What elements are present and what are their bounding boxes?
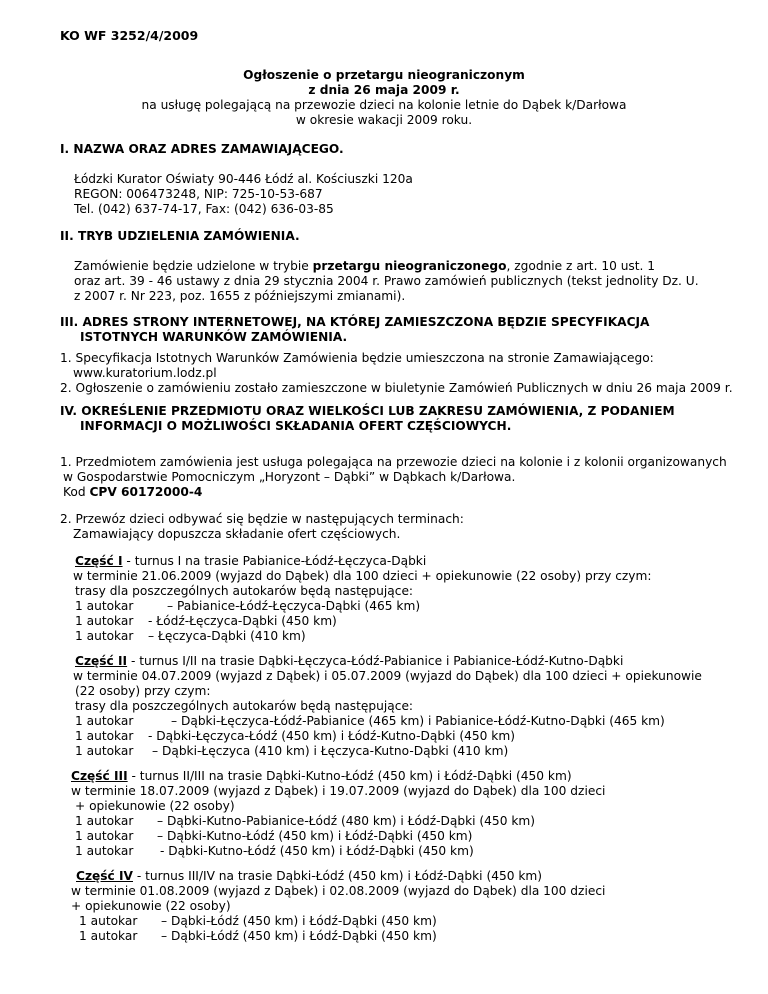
subject-line-1: 1. Przedmiotem zamówienia jest usługa polegająca na przewozie dzieci na kolonie i z kolonii organizowanych	[60, 455, 727, 469]
bus-route: – Dąbki-Łęczyca (410 km) i Łęczyca-Kutno-Dąbki (410 km)	[152, 744, 509, 758]
siwz-info: 1. Specyfikacja Istotnych Warunków Zamówienia będzie umieszczona na stronie Zamawiającego:	[60, 351, 654, 365]
part-3-bus-1	[71, 814, 605, 829]
subject-line-2: w Gospodarstwie Pomocniczym „Horyzont – Dąbki” w Dąbkach k/Darłowa.	[63, 470, 516, 484]
title-line-2: z dnia 26 maja 2009 r.	[308, 83, 460, 97]
part-2-persons: (22 osoby) przy czym:	[75, 684, 211, 698]
bus-route: - Dąbki-Łęczyca-Łódź (450 km) i Łódź-Kutno-Dąbki (450 km)	[148, 729, 515, 743]
section-3-body	[60, 351, 733, 396]
part-3-persons: + opiekunowie (22 osoby)	[75, 799, 235, 813]
part-1-routes-intro: trasy dla poszczególnych autokarów będą następujące:	[75, 584, 414, 598]
procedure-line-1	[74, 259, 699, 274]
section-2-heading: II. TRYB UDZIELENIA ZAMÓWIENIA.	[60, 229, 300, 243]
part-3-term: w terminie 18.07.2009 (wyjazd z Dąbek) i 19.07.2009 (wyjazd do Dąbek) dla 100 dzieci	[71, 784, 606, 798]
part-2-bus-1	[75, 714, 702, 729]
bus-label: 1 autokar	[75, 629, 134, 643]
cpv-code: CPV 60172000-4	[89, 485, 203, 499]
bus-label: 1 autokar	[75, 829, 134, 843]
part-1-head	[75, 554, 652, 569]
part-1-bus-3	[75, 629, 652, 644]
procedure-type: przetargu nieograniczonego	[312, 259, 507, 273]
part-2-term: w terminie 04.07.2009 (wyjazd z Dąbek) i 05.07.2009 (wyjazd do Dąbek) dla 100 dzieci + opiekunowie	[73, 669, 702, 683]
bus-route: – Dąbki-Kutno-Pabianice-Łódź (480 km) i Łódź-Dąbki (450 km)	[157, 814, 536, 828]
subject-paragraph	[60, 455, 727, 500]
bus-label: 1 autokar	[75, 729, 134, 743]
bus-route: – Dąbki-Łęczyca-Łódź-Pabianice (465 km) i Pabianice-Łódź-Kutno-Dąbki (465 km)	[171, 714, 665, 728]
section-3-heading-line-2: ISTOTNYCH WARUNKÓW ZAMÓWIENIA.	[80, 330, 348, 344]
schedule-line-1: 2. Przewóz dzieci odbywać się będzie w następujących terminach:	[60, 512, 464, 526]
part-4-head	[71, 869, 605, 884]
procedure-line-3: z 2007 r. Nr 223, poz. 1655 z późniejszymi zmianami).	[74, 289, 406, 303]
bus-label: 1 autokar	[75, 814, 134, 828]
announcement-title	[60, 68, 708, 128]
section-3-heading	[60, 315, 650, 345]
part-4-bus-1	[71, 914, 605, 929]
bus-route: – Pabianice-Łódź-Łęczyca-Dąbki (465 km)	[167, 599, 421, 613]
bus-label: 1 autokar	[75, 614, 134, 628]
bus-route: - Łódź-Łęczyca-Dąbki (450 km)	[148, 614, 337, 628]
title-line-3: na usługę polegającą na przewozie dzieci na kolonie letnie do Dąbek k/Darłowa	[141, 98, 627, 112]
bus-route: – Dąbki-Kutno-Łódź (450 km) i Łódź-Dąbki (450 km)	[157, 829, 473, 843]
schedule-paragraph	[60, 512, 464, 542]
procedure-text-c: , zgodnie z art. 10 ust. 1	[506, 259, 656, 273]
section-1-body	[74, 172, 413, 217]
part-3-route: - turnus II/III na trasie Dąbki-Kutno-Łódź (450 km) i Łódź-Dąbki (450 km)	[127, 769, 572, 783]
part-1-bus-2	[75, 614, 652, 629]
part-2-routes-intro: trasy dla poszczególnych autokarów będą następujące:	[75, 699, 414, 713]
title-line-1: Ogłoszenie o przetargu nieograniczonym	[243, 68, 525, 82]
part-1-bus-1	[75, 599, 652, 614]
part-3-label: Część III	[71, 769, 128, 783]
part-1-label: Część I	[75, 554, 123, 568]
bus-label: 1 autokar	[75, 844, 134, 858]
schedule-line-2: Zamawiający dopuszcza składanie ofert częściowych.	[73, 527, 401, 541]
part-3-bus-2	[71, 829, 605, 844]
part-1-route: - turnus I na trasie Pabianice-Łódź-Łęczyca-Dąbki	[122, 554, 427, 568]
contracting-authority-address: Łódzki Kurator Oświaty 90-446 Łódź al. Kościuszki 120a	[74, 172, 413, 186]
part-2-label: Część II	[75, 654, 128, 668]
procedure-line-2: oraz art. 39 - 46 ustawy z dnia 29 stycznia 2004 r. Prawo zamówień publicznych (tekst jednolity Dz. U.	[74, 274, 699, 288]
part-2-head	[75, 654, 702, 669]
part-4	[71, 869, 605, 944]
part-4-route: - turnus III/IV na trasie Dąbki-Łódź (450 km) i Łódź-Dąbki (450 km)	[133, 869, 543, 883]
title-line-4: w okresie wakacji 2009 roku.	[295, 113, 473, 127]
section-2-body	[74, 259, 699, 304]
part-4-label: Część IV	[76, 869, 133, 883]
part-2-bus-3	[75, 744, 702, 759]
bus-route: - Dąbki-Kutno-Łódź (450 km) i Łódź-Dąbki (450 km)	[160, 844, 474, 858]
part-2-route: - turnus I/II na trasie Dąbki-Łęczyca-Łódź-Pabianice i Pabianice-Łódź-Kutno-Dąbki	[127, 654, 624, 668]
part-3	[71, 769, 605, 859]
section-4-heading-line-2: INFORMACJI O MOŻLIWOŚCI SKŁADANIA OFERT CZĘŚCIOWYCH.	[80, 419, 512, 433]
part-3-head	[71, 769, 605, 784]
cpv-code-line	[60, 485, 727, 500]
contracting-authority-phone: Tel. (042) 637-74-17, Fax: (042) 636-03-85	[74, 202, 334, 216]
bus-route: – Dąbki-Łódź (450 km) i Łódź-Dąbki (450 km)	[161, 914, 437, 928]
cpv-prefix: Kod	[63, 485, 90, 499]
part-1-term: w terminie 21.06.2009 (wyjazd do Dąbek) dla 100 dzieci + opiekunowie (22 osoby) przy czym:	[73, 569, 652, 583]
bus-label: 1 autokar	[75, 714, 134, 728]
bus-label: 1 autokar	[79, 914, 138, 928]
bus-label: 1 autokar	[79, 929, 138, 943]
part-4-persons: + opiekunowie (22 osoby)	[71, 899, 231, 913]
website-link[interactable]: www.kuratorium.lodz.pl	[73, 366, 217, 380]
procedure-text-a: Zamówienie będzie udzielone w trybie	[74, 259, 313, 273]
bus-route: – Dąbki-Łódź (450 km) i Łódź-Dąbki (450 km)	[161, 929, 437, 943]
section-4-heading	[60, 404, 675, 434]
bus-label: 1 autokar	[75, 599, 134, 613]
part-3-bus-3	[71, 844, 605, 859]
reference-number: KO WF 3252/4/2009	[60, 28, 199, 43]
part-4-bus-2	[71, 929, 605, 944]
bulletin-info: 2. Ogłoszenie o zamówieniu zostało zamieszczone w biuletynie Zamówień Publicznych w dniu 26 maja 2009 r.	[60, 381, 733, 395]
bus-label: 1 autokar	[75, 744, 134, 758]
contracting-authority-ids: REGON: 006473248, NIP: 725-10-53-687	[74, 187, 323, 201]
section-4-heading-line-1: IV. OKREŚLENIE PRZEDMIOTU ORAZ WIELKOŚCI LUB ZAKRESU ZAMÓWIENIA, Z PODANIEM	[60, 404, 675, 418]
part-2	[75, 654, 702, 759]
section-1-heading: I. NAZWA ORAZ ADRES ZAMAWIAJĄCEGO.	[60, 142, 344, 156]
section-3-heading-line-1: III. ADRES STRONY INTERNETOWEJ, NA KTÓREJ ZAMIESZCZONA BĘDZIE SPECYFIKACJA	[60, 315, 650, 329]
bus-route: – Łęczyca-Dąbki (410 km)	[148, 629, 306, 643]
part-1	[75, 554, 652, 644]
part-2-bus-2	[75, 729, 702, 744]
part-4-term: w terminie 01.08.2009 (wyjazd z Dąbek) i 02.08.2009 (wyjazd do Dąbek) dla 100 dzieci	[71, 884, 606, 898]
